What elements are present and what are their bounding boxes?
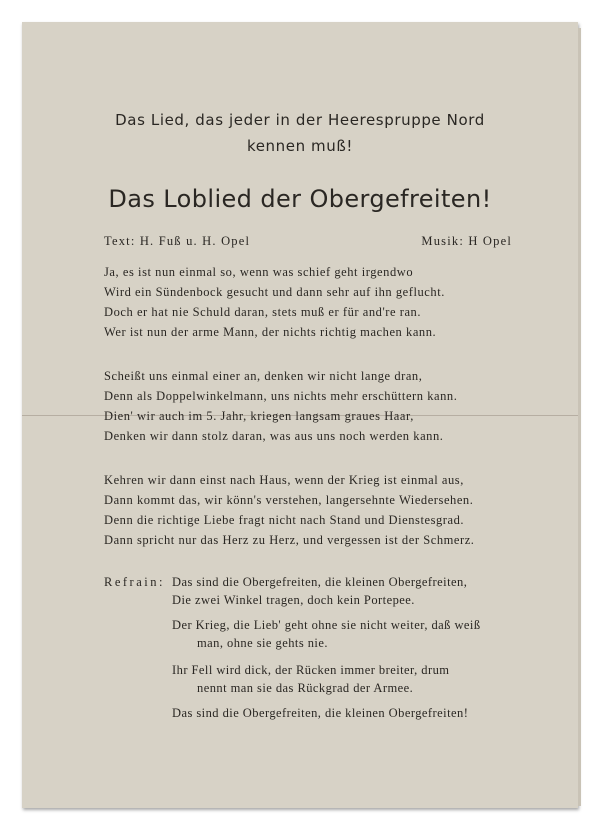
- stanza-line: Kehren wir dann einst nach Haus, wenn der Krieg ist einmal aus,: [104, 473, 464, 487]
- refrain-line: Die zwei Winkel tragen, doch kein Portepee.: [172, 593, 415, 607]
- stanza-line: Dann spricht nur das Herz zu Herz, und vergessen ist der Schmerz.: [104, 533, 475, 547]
- stanza-line: Wird ein Sündenbock gesucht und dann sehr auf ihn geflucht.: [104, 285, 445, 299]
- refrain-line: Das sind die Obergefreiten, die kleinen Obergefreiten,: [172, 575, 468, 589]
- refrain-line: Der Krieg, die Lieb' geht ohne sie nicht weiter, daß weiß: [172, 618, 481, 632]
- song-title: Das Loblied der Obergefreiten!: [108, 185, 492, 213]
- text-credit: Text: H. Fuß u. H. Opel: [104, 234, 251, 248]
- stanza-line: Ja, es ist nun einmal so, wenn was schief geht irgendwo: [104, 265, 414, 279]
- stanza-line: Wer ist nun der arme Mann, der nichts richtig machen kann.: [104, 325, 437, 339]
- stanza-line: Denn als Doppelwinkelmann, uns nichts mehr erschüttern kann.: [104, 389, 458, 403]
- stanza-line: Scheißt uns einmal einer an, denken wir nicht lange dran,: [104, 369, 423, 383]
- refrain-line: Das sind die Obergefreiten, die kleinen Obergefreiten!: [172, 706, 469, 720]
- stanza-line: Doch er hat nie Schuld daran, stets muß er für and're ran.: [104, 305, 422, 319]
- stanza-line: Dann kommt das, wir könn's verstehen, langersehnte Wiedersehen.: [104, 493, 474, 507]
- stanza-line: Denn die richtige Liebe fragt nicht nach Stand und Dienstesgrad.: [104, 513, 465, 527]
- stanza-line: Dien' wir auch im 5. Jahr, kriegen langsam graues Haar,: [104, 409, 414, 423]
- refrain-label: Refrain:: [104, 575, 165, 589]
- stanza-line: Denken wir dann stolz daran, was aus uns noch werden kann.: [104, 429, 444, 443]
- refrain-line: Ihr Fell wird dick, der Rücken immer breiter, drum: [172, 663, 450, 677]
- header-line-1: Das Lied, das jeder in der Heerespruppe Nord: [115, 111, 485, 129]
- music-credit: Musik: H Opel: [421, 234, 512, 248]
- refrain-line: nennt man sie das Rückgrad der Armee.: [197, 681, 414, 695]
- leaflet-page: [22, 22, 578, 808]
- header-line-2: kennen muß!: [246, 137, 354, 155]
- refrain-line: man, ohne sie gehts nie.: [197, 636, 328, 650]
